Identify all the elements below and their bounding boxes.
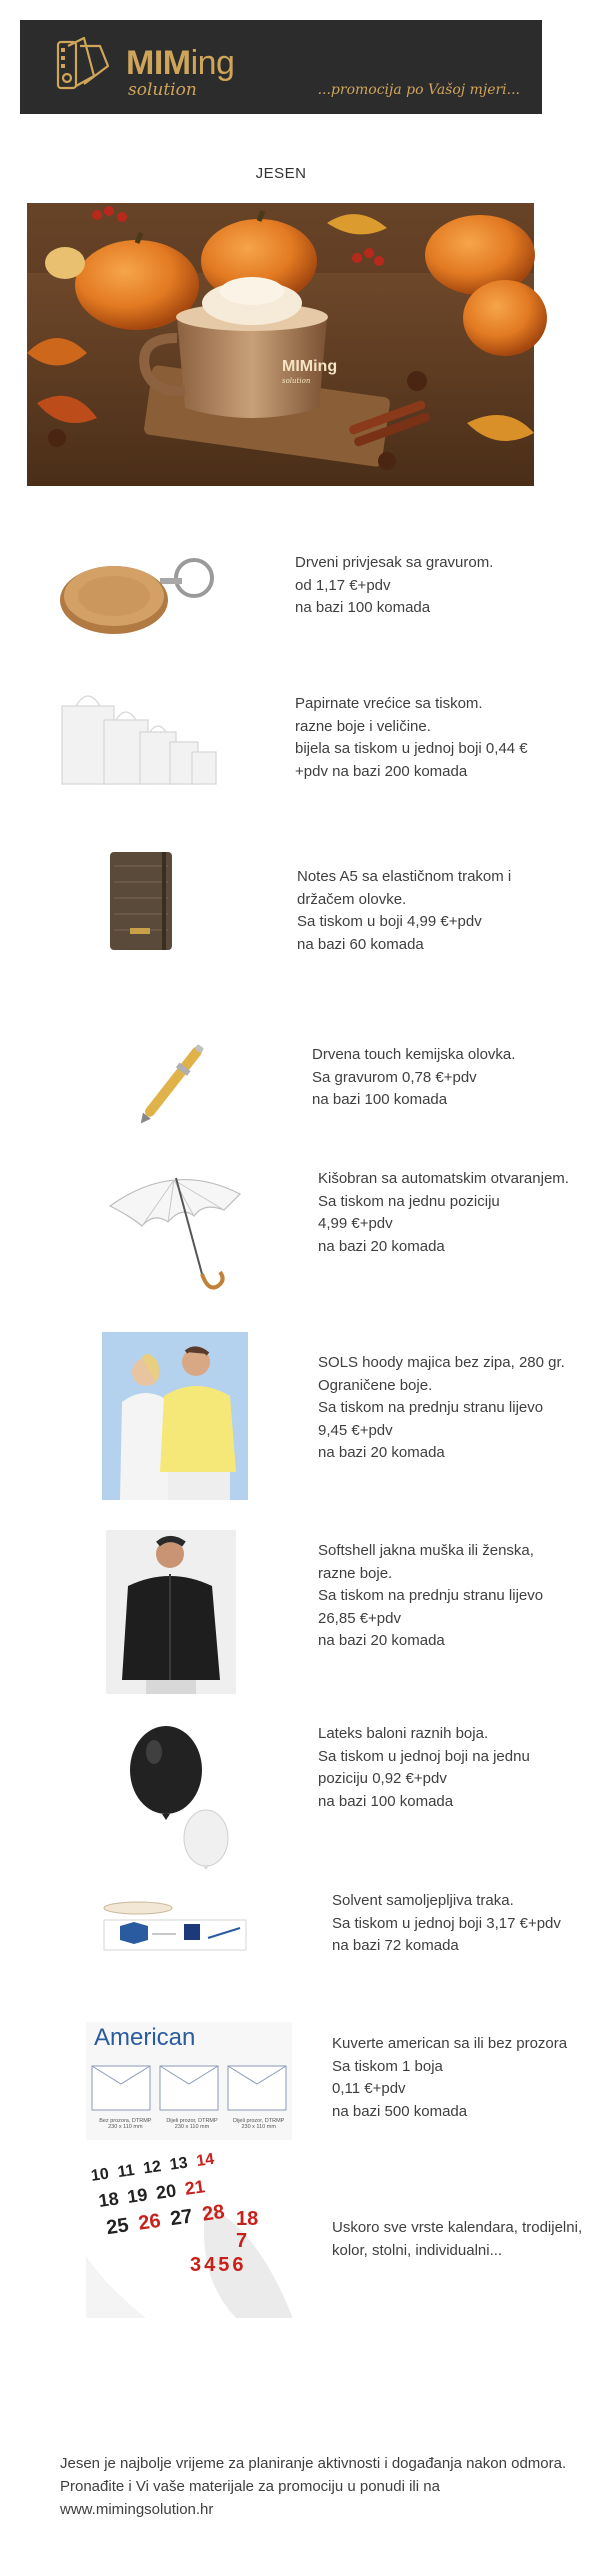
hoodie-icon (102, 1332, 248, 1500)
product-text-paper-bags (295, 693, 528, 783)
product-line: Kuverte american sa ili bez prozora (332, 2035, 568, 2052)
product-line: Softshell jakna muška ili ženska, (318, 1542, 534, 1559)
calendar-day: 5 (218, 2254, 230, 2276)
product-image-pen (126, 1036, 222, 1126)
calendar-day: 25 (105, 2214, 131, 2240)
product-line: držačem olovke. (297, 890, 407, 908)
product-image-calendar (86, 2150, 292, 2318)
product-line: Ograničene boje. (318, 1376, 433, 1394)
product-image-tape (100, 1898, 250, 1954)
product-line: Uskoro sve vrste kalendara, trodijelni, (332, 2219, 583, 2236)
envelope-thumb-title: American (94, 2024, 196, 2051)
product-text-jacket (318, 1540, 543, 1653)
product-image-balloons (120, 1720, 240, 1872)
product-line: Lateks baloni raznih boja. (318, 1725, 489, 1742)
product-line: razne boje i veličine. (295, 717, 431, 735)
envelope-caption: Dijeli prozor, DTRMP (166, 2118, 218, 2124)
product-line: Sa tiskom na prednju stranu lijevo (318, 1587, 544, 1604)
product-image-paper-bags (58, 680, 222, 788)
product-line: od 1,17 €+pdv (295, 576, 391, 594)
product-line: na bazi 500 komada (332, 2102, 468, 2120)
product-line: razne boje. (318, 1564, 393, 1582)
product-line: SOLS hoody majica bez zipa, 280 gr. (318, 1354, 565, 1371)
product-line: Sa tiskom u jednoj boji na jednu (318, 1747, 530, 1765)
brand-logo (126, 44, 234, 82)
product-image-hoodie (102, 1332, 248, 1500)
product-line: na bazi 20 komada (318, 1632, 445, 1649)
product-image-keychain (52, 548, 226, 640)
autumn-hero-image (27, 203, 534, 486)
calendar-day: 18 (97, 2188, 120, 2212)
cup-brand: MIMing (282, 358, 338, 375)
envelopes-icon (86, 2062, 292, 2116)
brand-sub: solution (128, 80, 197, 100)
calendar-day: 3 (190, 2254, 202, 2276)
calendar-day: 11 (116, 2161, 136, 2182)
calendar-day: 21 (183, 2176, 207, 2199)
product-text-calendar (332, 2217, 582, 2262)
product-line: Sa tiskom na prednju stranu lijevo (318, 1399, 544, 1416)
product-image-envelopes (86, 2022, 292, 2140)
product-line: na bazi 72 komada (332, 1937, 459, 1954)
envelope-size: 230 x 110 mm (108, 2124, 143, 2130)
paper-bags-icon (58, 680, 222, 788)
calendar-day: 10 (90, 2165, 110, 2185)
product-line: 9,45 €+pdv (318, 1421, 393, 1439)
product-line: Notes A5 sa elastičnom trakom i (297, 868, 512, 885)
footer-line: Pronađite i Vi vaše materijale za promociju u ponudi ili na (60, 2478, 440, 2495)
brand-main: MIM (126, 44, 191, 82)
product-line: +pdv na bazi 200 komada (295, 762, 468, 780)
tagline: ...promocija po Vašoj mjeri... (317, 82, 520, 98)
calendar-day: 18 (236, 2208, 259, 2230)
product-line: na bazi 60 komada (297, 935, 424, 953)
calendar-day: 20 (154, 2180, 178, 2203)
product-text-pen (312, 1044, 515, 1112)
product-line: Sa tiskom u boji 4,99 €+pdv (297, 913, 482, 930)
product-text-notebook (297, 866, 511, 956)
calendar-day: 26 (136, 2209, 163, 2235)
product-line: Sa tiskom na jednu poziciju (318, 1192, 500, 1210)
product-line: na bazi 100 komada (318, 1792, 454, 1810)
product-text-envelopes (332, 2033, 567, 2123)
product-line: 26,85 €+pdv (318, 1609, 401, 1627)
product-line: na bazi 20 komada (318, 1237, 445, 1255)
product-line: Sa tiskom u jednoj boji 3,17 €+pdv (332, 1914, 561, 1932)
notebook-icon (100, 846, 180, 956)
envelope-caption: Dijeli prozor, DTRMP (233, 2118, 285, 2124)
calendar-day: 14 (195, 2150, 216, 2171)
product-line: poziciju 0,92 €+pdv (318, 1770, 447, 1787)
product-line: bijela sa tiskom u jednoj boji 0,44 € (295, 740, 528, 757)
calendar-day: 6 (232, 2254, 244, 2276)
product-image-jacket (106, 1530, 236, 1694)
product-text-keychain (295, 552, 493, 620)
header-banner (20, 20, 542, 114)
product-line: 0,11 €+pdv (332, 2080, 406, 2097)
product-line: Drvena touch kemijska olovka. (312, 1046, 516, 1063)
calendar-day: 28 (200, 2200, 226, 2226)
product-line: na bazi 100 komada (295, 599, 431, 616)
balloons-icon (120, 1720, 240, 1872)
product-image-umbrella (104, 1166, 244, 1296)
calendar-day: 27 (168, 2205, 194, 2231)
calendar-day: 4 (204, 2254, 216, 2276)
product-line: Sa gravurom 0,78 €+pdv (312, 1068, 477, 1086)
envelope-size: 230 x 110 mm (241, 2124, 276, 2130)
product-text-umbrella (318, 1168, 569, 1258)
envelope-caption: Bez prozora, DTRMP (99, 2118, 152, 2124)
product-text-tape (332, 1890, 561, 1958)
product-line: kolor, stolni, individualni... (332, 2241, 503, 2259)
sticky-tape-icon (100, 1898, 250, 1954)
color-swatch-logo-icon (54, 32, 114, 98)
footer-website-link[interactable]: www.mimingsolution.hr (60, 2501, 214, 2518)
wooden-keychain-icon (52, 548, 226, 640)
brand-rest: ing (190, 44, 235, 82)
product-text-balloons (318, 1723, 530, 1813)
footer-line: Jesen je najbolje vrijeme za planiranje aktivnosti i događanja nakon odmora. (60, 2455, 567, 2472)
cup-brand-sub: solution (282, 377, 311, 385)
umbrella-icon (104, 1166, 244, 1296)
product-line: Papirnate vrećice sa tiskom. (295, 695, 483, 712)
jacket-icon (106, 1530, 236, 1694)
pen-icon (126, 1036, 222, 1126)
product-text-hoodie (318, 1352, 565, 1465)
calendar-day: 12 (142, 2158, 163, 2178)
product-line: Sa tiskom 1 boja (332, 2057, 443, 2075)
footer-text (60, 2452, 566, 2521)
product-line: na bazi 20 komada (318, 1444, 445, 1461)
product-line: 4,99 €+pdv (318, 1215, 393, 1232)
product-line: na bazi 100 komada (312, 1091, 448, 1108)
product-line: Solvent samoljepljiva traka. (332, 1892, 514, 1909)
calendar-day: 19 (126, 2184, 149, 2207)
season-heading: JESEN (255, 165, 307, 182)
calendar-day: 13 (168, 2154, 189, 2174)
calendar-day: 7 (236, 2230, 248, 2252)
product-line: Kišobran sa automatskim otvaranjem. (318, 1170, 569, 1187)
product-image-notebook (100, 846, 180, 956)
envelope-size: 230 x 110 mm (174, 2124, 210, 2130)
product-line: Drveni privjesak sa gravurom. (295, 554, 494, 571)
